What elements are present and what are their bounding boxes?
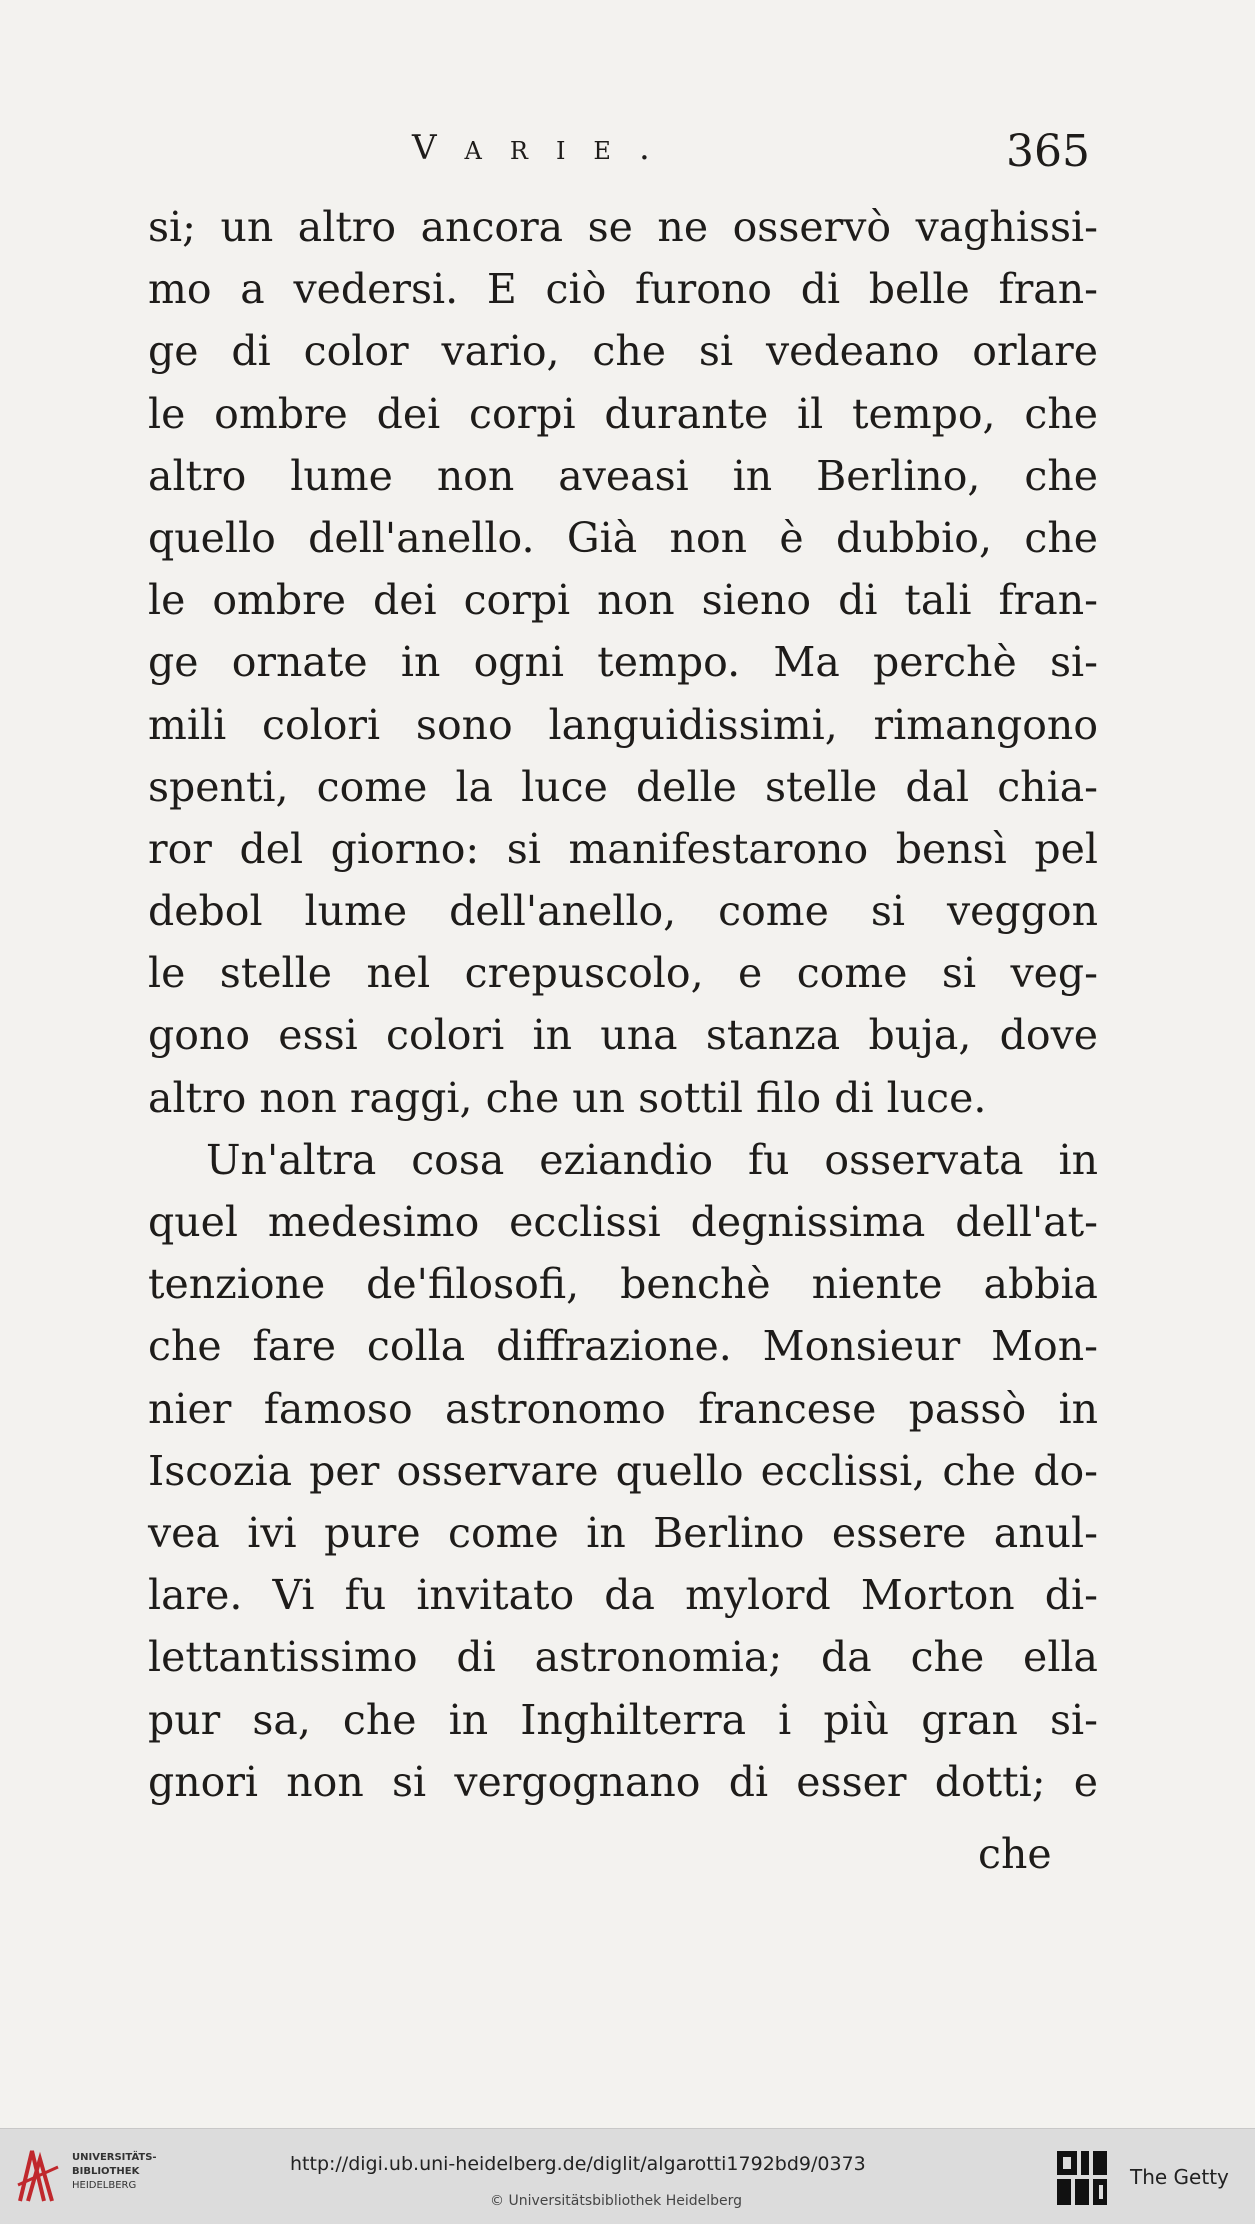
text-line: lare. Vi fu invitato da mylord Morton di- [148, 1571, 1098, 1620]
running-title: Varie. [412, 128, 678, 168]
partner-name: The Getty [1130, 2165, 1229, 2189]
text-line: altro lume non aveasi in Berlino, che [148, 451, 1098, 500]
text-line: gnori non si vergognano di esser dotti; e [148, 1757, 1098, 1806]
text-line: le ombre dei corpi durante il tempo, che [148, 389, 1098, 438]
text-line: lettantissimo di astronomia; da che ella [148, 1633, 1098, 1682]
text-line: pur sa, che in Inghilterra i più gran si- [148, 1695, 1098, 1744]
text-line: si; un altro ancora se ne osservò vaghissi- [148, 203, 1098, 251]
library-name-line: HEIDELBERG [72, 2180, 137, 2191]
copyright-notice: © Universitätsbibliothek Heidelberg [490, 2193, 743, 2209]
library-name-line: BIBLIOTHEK [72, 2166, 140, 2177]
university-library-logo-icon [14, 2145, 62, 2207]
body-text [148, 196, 1098, 1813]
text-line: le stelle nel crepuscolo, e come si veg- [148, 949, 1098, 998]
text-line: ror del giorno: si manifestarono bensì pel [148, 824, 1098, 873]
text-line: vea ivi pure come in Berlino essere anul- [148, 1508, 1098, 1557]
text-line: quel medesimo ecclissi degnissima dell'at- [148, 1198, 1098, 1246]
text-line: altro non raggi, che un sottil filo di luce. [148, 1073, 987, 1122]
text-line: le ombre dei corpi non sieno di tali fran- [148, 576, 1098, 625]
viewer-footer [0, 2128, 1255, 2224]
text-line: Un'altra cosa eziandio fu osservata in [206, 1135, 1098, 1184]
text-line: debol lume dell'anello, come si veggon [148, 887, 1098, 936]
page-number: 365 [1006, 126, 1090, 177]
permalink-url[interactable]: http://digi.ub.uni-heidelberg.de/diglit/algarotti1792bd9/0373 [290, 2153, 866, 2175]
text-line: tenzione de'filosofi, benchè niente abbia [148, 1260, 1098, 1309]
text-line: nier famoso astronomo francese passò in [148, 1384, 1098, 1433]
library-name [72, 2151, 157, 2193]
text-line: Iscozia per osservare quello ecclissi, che do- [148, 1446, 1098, 1495]
text-line: ge di color vario, che si vedeano orlare [148, 327, 1098, 376]
text-line: mili colori sono languidissimi, rimangono [148, 700, 1098, 749]
page-header [150, 128, 1090, 184]
text-line: spenti, come la luce delle stelle dal chia- [148, 762, 1098, 811]
text-line: mo a vedersi. E ciò furono di belle fran- [148, 265, 1098, 314]
getty-logo-icon [1055, 2149, 1109, 2207]
text-line: che fare colla diffrazione. Monsieur Mon- [148, 1322, 1098, 1371]
text-line: gono essi colori in una stanza buja, dove [148, 1011, 1098, 1060]
library-name-line: UNIVERSITÄTS- [72, 2152, 157, 2163]
text-line: quello dell'anello. Già non è dubbio, che [148, 513, 1098, 562]
catchword: che [978, 1830, 1052, 1878]
text-line: ge ornate in ogni tempo. Ma perchè si- [148, 638, 1098, 687]
